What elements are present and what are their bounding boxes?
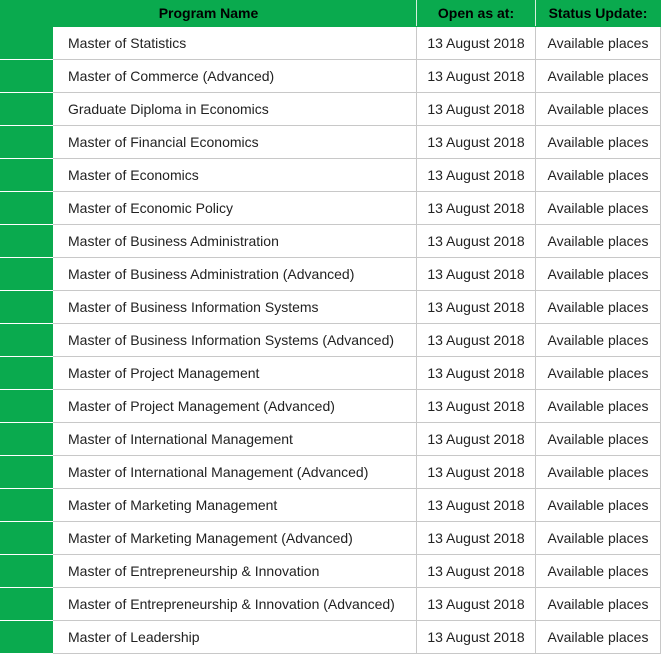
- status-cell: Available places: [536, 159, 661, 192]
- status-cell: Available places: [536, 555, 661, 588]
- row-accent-strip: [1, 159, 53, 192]
- header-program-name: Program Name: [1, 0, 417, 27]
- status-cell: Available places: [536, 423, 661, 456]
- table-row: [1, 258, 661, 291]
- row-accent-strip: [1, 27, 53, 60]
- status-cell: Available places: [536, 225, 661, 258]
- table-row: [1, 27, 661, 60]
- table-row: [1, 93, 661, 126]
- program-name-cell: Master of International Management: [53, 423, 417, 456]
- open-date-cell: 13 August 2018: [417, 522, 536, 555]
- program-name-cell: Master of International Management (Advanced): [53, 456, 417, 489]
- header-row: [1, 0, 661, 27]
- status-cell: Available places: [536, 357, 661, 390]
- row-accent-strip: [1, 357, 53, 390]
- open-date-cell: 13 August 2018: [417, 126, 536, 159]
- row-accent-strip: [1, 390, 53, 423]
- program-name-cell: Master of Economics: [53, 159, 417, 192]
- table-row: [1, 390, 661, 423]
- table-row: [1, 192, 661, 225]
- table-row: [1, 522, 661, 555]
- program-name-cell: Master of Marketing Management (Advanced): [53, 522, 417, 555]
- status-cell: Available places: [536, 489, 661, 522]
- open-date-cell: 13 August 2018: [417, 225, 536, 258]
- program-name-cell: Master of Economic Policy: [53, 192, 417, 225]
- open-date-cell: 13 August 2018: [417, 456, 536, 489]
- table-row: [1, 126, 661, 159]
- row-accent-strip: [1, 588, 53, 621]
- program-name-cell: Master of Business Administration: [53, 225, 417, 258]
- table-row: [1, 621, 661, 654]
- program-name-cell: Master of Leadership: [53, 621, 417, 654]
- open-date-cell: 13 August 2018: [417, 423, 536, 456]
- program-name-cell: Master of Commerce (Advanced): [53, 60, 417, 93]
- row-accent-strip: [1, 93, 53, 126]
- table-row: [1, 489, 661, 522]
- open-date-cell: 13 August 2018: [417, 258, 536, 291]
- row-accent-strip: [1, 60, 53, 93]
- row-accent-strip: [1, 456, 53, 489]
- open-date-cell: 13 August 2018: [417, 489, 536, 522]
- status-cell: Available places: [536, 588, 661, 621]
- row-accent-strip: [1, 621, 53, 654]
- open-date-cell: 13 August 2018: [417, 60, 536, 93]
- status-cell: Available places: [536, 60, 661, 93]
- status-cell: Available places: [536, 291, 661, 324]
- table-row: [1, 423, 661, 456]
- table-row: [1, 588, 661, 621]
- table-header: [1, 0, 661, 27]
- program-name-cell: Master of Project Management (Advanced): [53, 390, 417, 423]
- row-accent-strip: [1, 126, 53, 159]
- row-accent-strip: [1, 555, 53, 588]
- program-name-cell: Master of Business Information Systems: [53, 291, 417, 324]
- table-row: [1, 225, 661, 258]
- open-date-cell: 13 August 2018: [417, 324, 536, 357]
- row-accent-strip: [1, 324, 53, 357]
- table-row: [1, 555, 661, 588]
- open-date-cell: 13 August 2018: [417, 390, 536, 423]
- program-name-cell: Master of Business Administration (Advanced): [53, 258, 417, 291]
- table-row: [1, 159, 661, 192]
- open-date-cell: 13 August 2018: [417, 621, 536, 654]
- program-name-cell: Master of Statistics: [53, 27, 417, 60]
- program-name-cell: Master of Financial Economics: [53, 126, 417, 159]
- table-row: [1, 324, 661, 357]
- row-accent-strip: [1, 423, 53, 456]
- row-accent-strip: [1, 258, 53, 291]
- open-date-cell: 13 August 2018: [417, 159, 536, 192]
- row-accent-strip: [1, 522, 53, 555]
- open-date-cell: 13 August 2018: [417, 357, 536, 390]
- program-name-cell: Master of Entrepreneurship & Innovation (Advanced): [53, 588, 417, 621]
- status-cell: Available places: [536, 522, 661, 555]
- row-accent-strip: [1, 192, 53, 225]
- open-date-cell: 13 August 2018: [417, 192, 536, 225]
- open-date-cell: 13 August 2018: [417, 291, 536, 324]
- status-cell: Available places: [536, 621, 661, 654]
- header-open-as-at: Open as at:: [417, 0, 536, 27]
- open-date-cell: 13 August 2018: [417, 93, 536, 126]
- status-cell: Available places: [536, 192, 661, 225]
- status-cell: Available places: [536, 390, 661, 423]
- row-accent-strip: [1, 225, 53, 258]
- open-date-cell: 13 August 2018: [417, 588, 536, 621]
- program-name-cell: Master of Marketing Management: [53, 489, 417, 522]
- header-status-update: Status Update:: [536, 0, 661, 27]
- row-accent-strip: [1, 291, 53, 324]
- table-row: [1, 357, 661, 390]
- table-body: [1, 27, 661, 654]
- program-name-cell: Master of Project Management: [53, 357, 417, 390]
- row-accent-strip: [1, 489, 53, 522]
- status-cell: Available places: [536, 258, 661, 291]
- table-row: [1, 60, 661, 93]
- program-name-cell: Master of Business Information Systems (Advanced): [53, 324, 417, 357]
- status-cell: Available places: [536, 27, 661, 60]
- program-name-cell: Master of Entrepreneurship & Innovation: [53, 555, 417, 588]
- status-cell: Available places: [536, 126, 661, 159]
- program-name-cell: Graduate Diploma in Economics: [53, 93, 417, 126]
- open-date-cell: 13 August 2018: [417, 555, 536, 588]
- table-row: [1, 456, 661, 489]
- status-cell: Available places: [536, 324, 661, 357]
- status-cell: Available places: [536, 456, 661, 489]
- open-date-cell: 13 August 2018: [417, 27, 536, 60]
- table-row: [1, 291, 661, 324]
- status-cell: Available places: [536, 93, 661, 126]
